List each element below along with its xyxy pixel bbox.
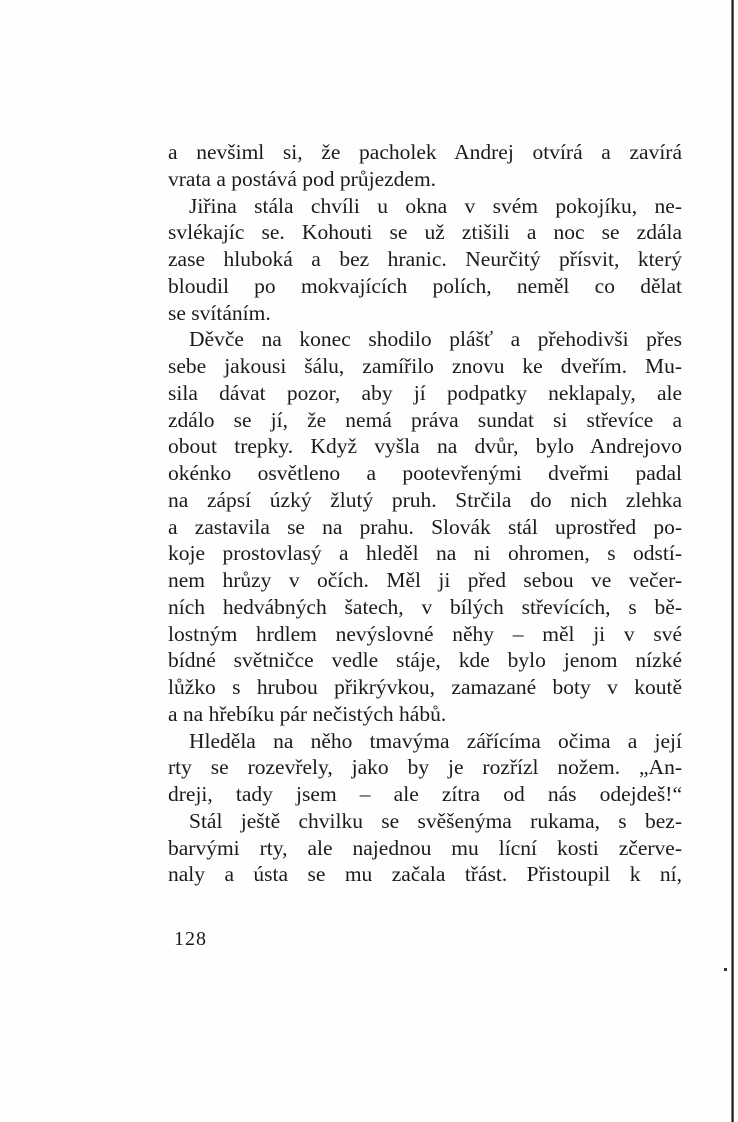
body-text [168,139,682,888]
text-line: sebe jakousi šálu, zamířilo znovu ke dveřím. Mu- [168,354,682,378]
text-line: a zastavila se na prahu. Slovák stál uprostřed po- [168,514,682,539]
text-line: Stál ještě chvilku se svěšenýma rukama, s bez- [189,808,682,833]
page-number: 128 [174,928,207,950]
page-edge-shadow [731,0,734,1122]
text-line: a nevšiml si, že pacholek Andrej otvírá a zavírá [168,140,682,164]
text-line: Hleděla na něho tmavýma zářícíma očima a její [189,728,682,753]
text-line: svlékajíc se. Kohouti se už ztišili a noc se zdála [168,220,682,245]
text-line: barvými rty, ale najednou mu lícní kosti zčerve- [168,835,682,860]
text-line: a na hřebíku pár nečistých hábů. [168,701,447,726]
text-line: na zápsí úzký žlutý pruh. Strčila do nich zlehka [168,487,682,512]
text-line: se svítáním. [168,300,271,325]
text-line: ních hedvábných šatech, v bílých střevících, s bě- [168,594,682,619]
text-line: vrata a postává pod průjezdem. [168,166,437,191]
text-line: okénko osvětleno a pootevřenými dveřmi padal [168,461,682,485]
scan-speck [724,968,727,971]
text-line: nem hrůzy v očích. Měl ji před sebou ve večer- [168,568,682,592]
text-line: dreji, tady jsem – ale zítra od nás odejdeš!“ [168,782,682,806]
text-line: koje prostovlasý a hleděl na ni ohromen, s odstí- [168,541,682,566]
text-line: zdálo se jí, že nemá práva sundat si střevíce a [168,407,682,432]
text-line: zase hluboká a bez hranic. Neurčitý přísvit, který [168,247,682,271]
text-line: naly a ústa se mu začala třást. Přistoupil k ní, [168,862,682,887]
text-line: bloudil po mokvajících polích, neměl co dělat [168,273,682,298]
text-line: Jiřina stála chvíli u okna v svém pokojíku, ne- [189,193,682,218]
text-line: lostným hrdlem nevýslovné něhy – měl ji v své [168,621,682,646]
text-line: obout trepky. Když vyšla na dvůr, bylo Andrejovo [168,434,682,459]
text-line: sila dávat pozor, aby jí podpatky neklapaly, ale [168,380,682,405]
text-line: Děvče na konec shodilo plášť a přehodivši přes [189,327,682,352]
text-line: rty se rozevřely, jako by je rozřízl nožem. „An- [168,755,682,780]
text-line: lůžko s hrubou přikrývkou, zamazané boty v koutě [168,675,682,699]
text-line: bídné světničce vedle stáje, kde bylo jenom nízké [168,648,682,673]
